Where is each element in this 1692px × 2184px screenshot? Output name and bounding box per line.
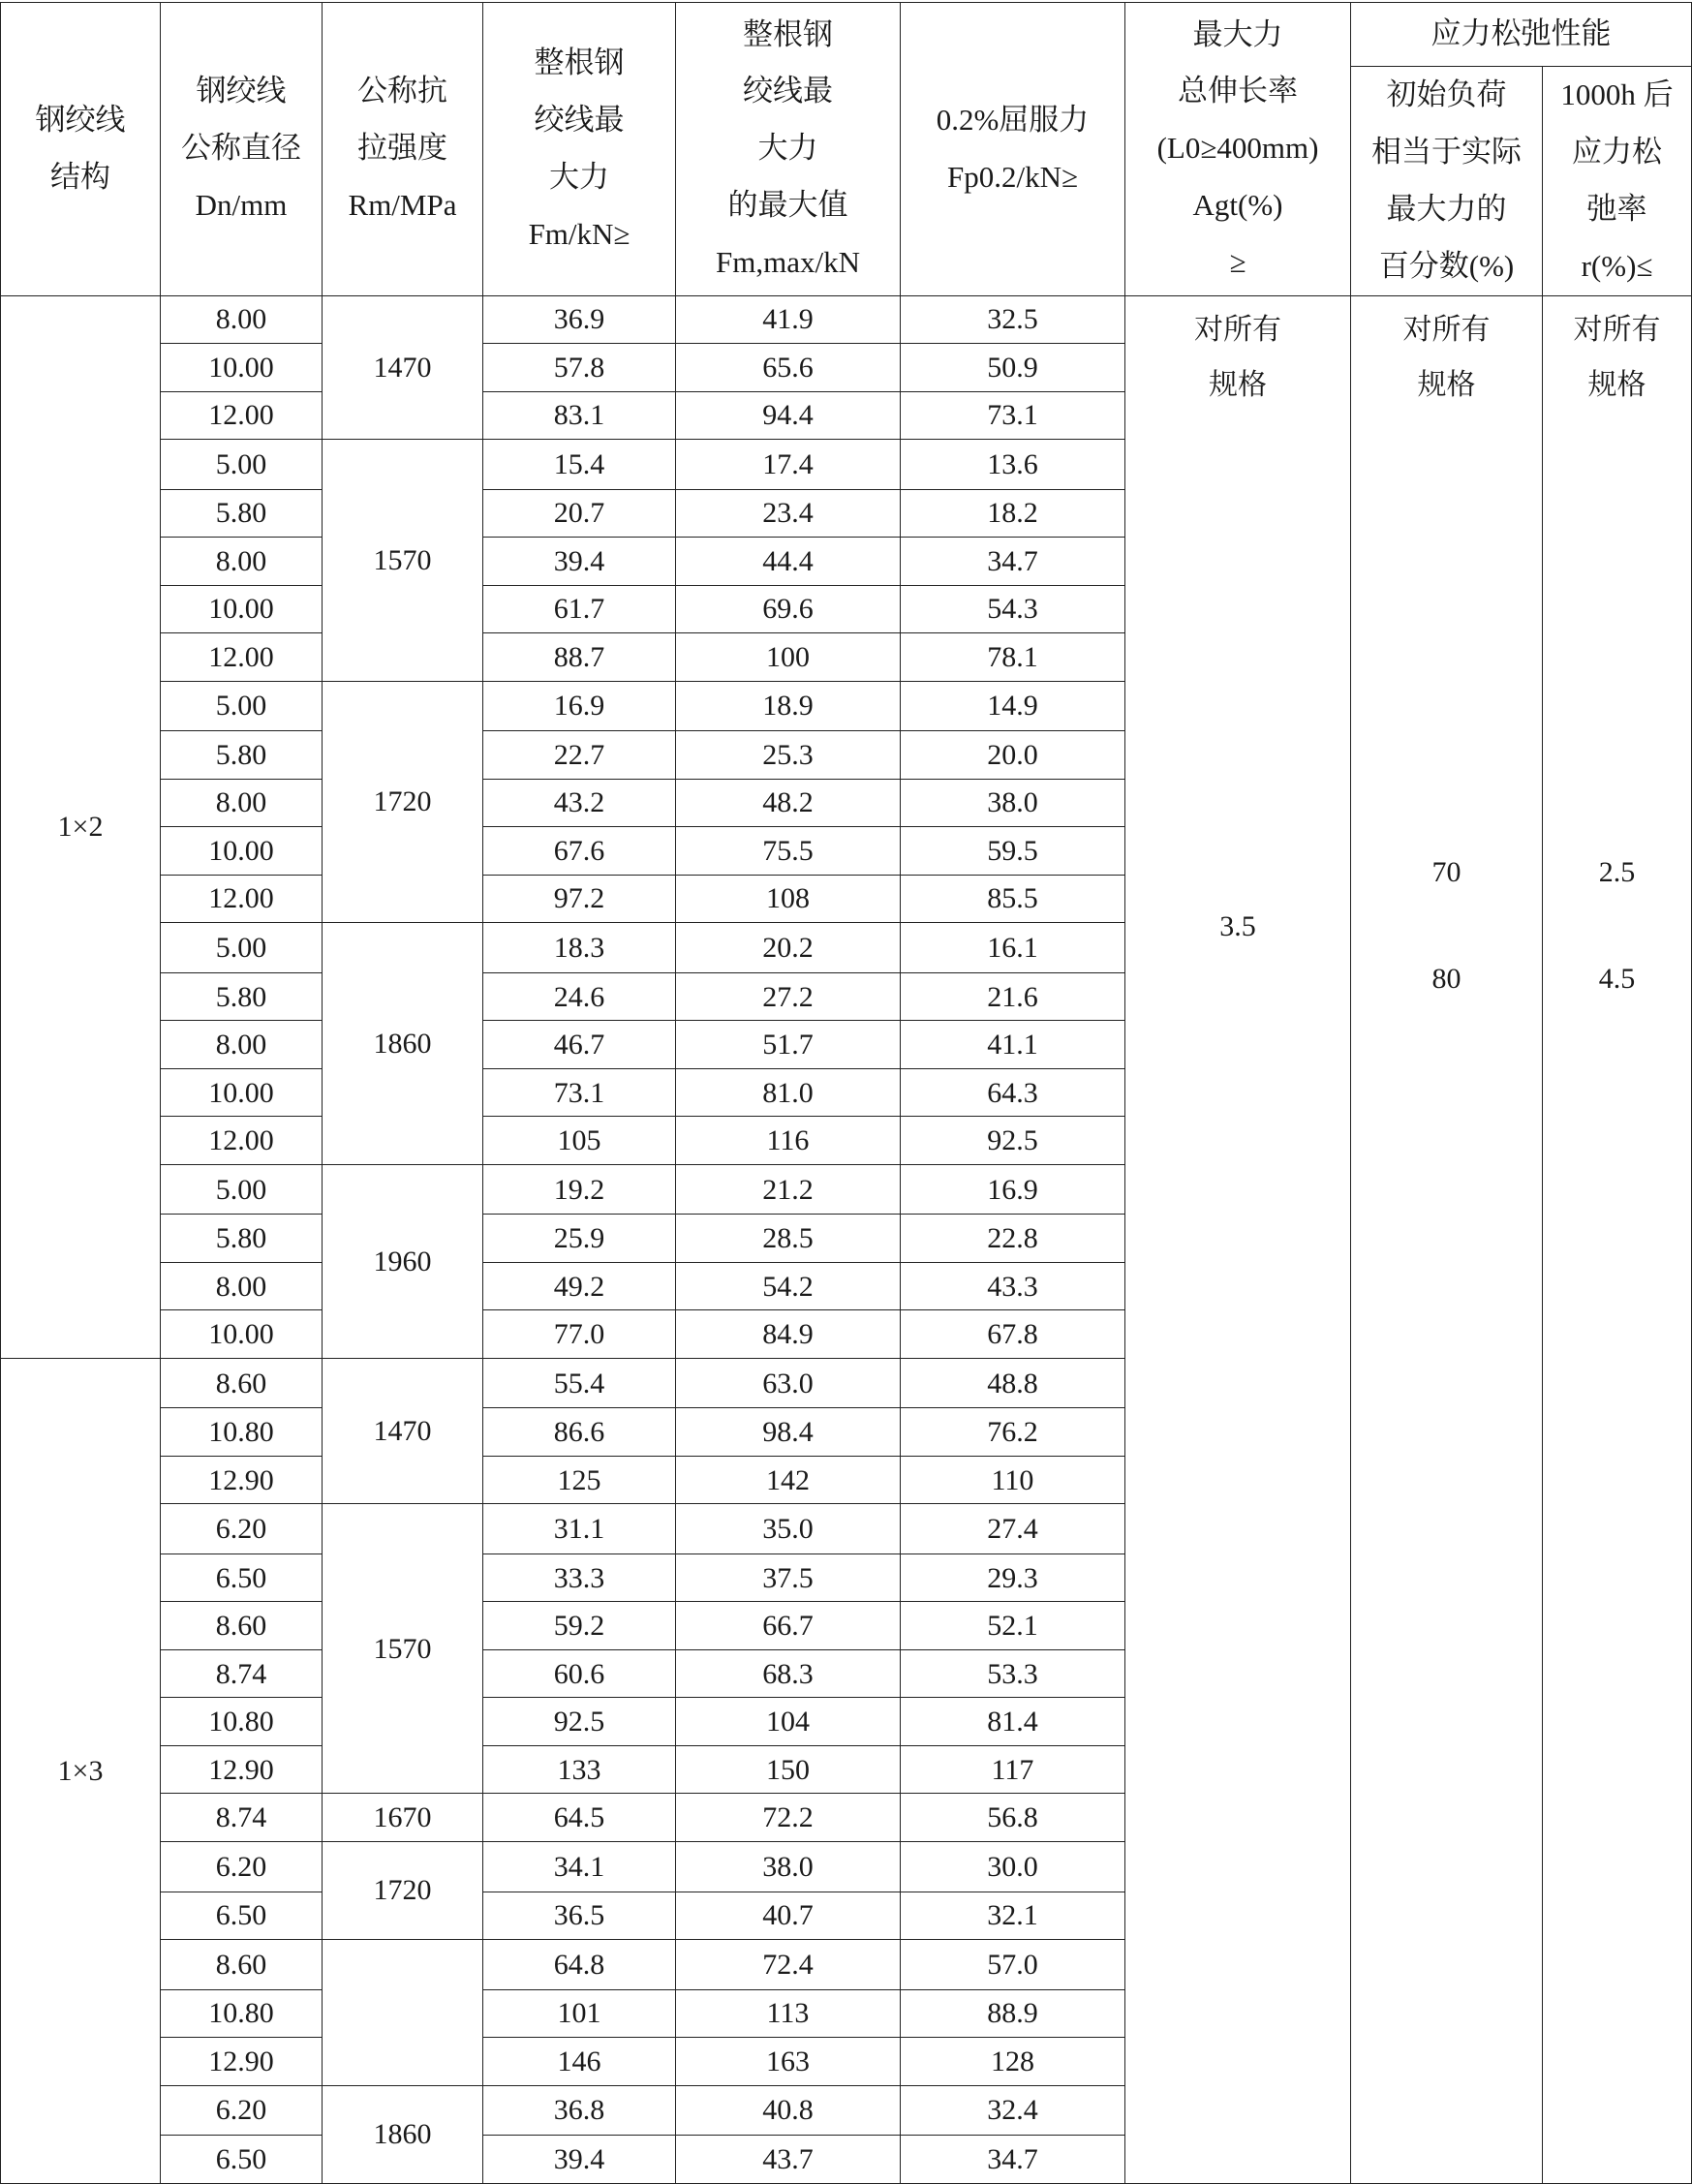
diameter-cell: 10.00 [161,585,323,633]
diameter-cell: 6.50 [161,2136,323,2184]
yield-force-cell: 78.1 [901,633,1125,682]
yield-force-cell: 56.8 [901,1794,1125,1842]
max-force-max-cell: 72.2 [676,1794,901,1842]
initial-load-note-line: 对所有 [1402,313,1491,346]
max-force-cell: 77.0 [483,1310,676,1359]
diameter-cell: 5.80 [161,731,323,780]
yield-force-cell: 128 [901,2038,1125,2086]
yield-force-cell: 16.1 [901,923,1125,973]
initial-load-note-cell [1351,295,1543,2183]
header-initial-load-line: 初始负荷 [1386,77,1507,111]
relaxation-rate-note-line: 对所有 [1573,313,1661,346]
strength-cell: 1720 [323,681,483,923]
max-force-cell: 43.2 [483,779,676,827]
header-relaxation-group: 应力松弛性能 [1351,3,1692,67]
diameter-cell: 8.60 [161,1602,323,1650]
yield-force-cell: 48.8 [901,1358,1125,1408]
max-force-cell: 19.2 [483,1164,676,1215]
yield-force-cell: 30.0 [901,1841,1125,1892]
max-force-max-cell: 44.4 [676,538,901,586]
table-row [1,295,1692,344]
max-force-max-cell: 108 [676,875,901,923]
max-force-cell: 39.4 [483,2136,676,2184]
max-force-max-cell: 27.2 [676,972,901,1021]
diameter-cell: 10.00 [161,827,323,876]
max-force-max-cell: 100 [676,633,901,682]
yield-force-cell: 22.8 [901,1215,1125,1263]
max-force-cell: 60.6 [483,1649,676,1698]
initial-load-value: 80 [1431,962,1461,995]
initial-load-value: 70 [1431,855,1461,888]
max-force-max-cell: 51.7 [676,1021,901,1069]
max-force-max-cell: 28.5 [676,1215,901,1263]
diameter-cell: 5.00 [161,681,323,731]
max-force-max-cell: 25.3 [676,731,901,780]
strength-cell: 1570 [323,1504,483,1794]
header-elongation-line: (L0≥400mm) [1156,131,1319,166]
diameter-cell: 8.00 [161,295,323,344]
header-max-force-max-unit: Fm,max/kN [716,245,860,280]
max-force-max-cell: 35.0 [676,1504,901,1554]
yield-force-cell: 85.5 [901,875,1125,923]
max-force-max-cell: 38.0 [676,1841,901,1892]
yield-force-cell: 43.3 [901,1262,1125,1310]
diameter-cell: 12.00 [161,391,323,440]
max-force-max-cell: 81.0 [676,1068,901,1117]
max-force-cell: 86.6 [483,1408,676,1457]
table-body [1,295,1692,2183]
header-relaxation-rate-line: 应力松 [1572,134,1662,169]
diameter-cell: 6.20 [161,1504,323,1554]
yield-force-cell: 20.0 [901,731,1125,780]
yield-force-cell: 54.3 [901,585,1125,633]
max-force-cell: 36.5 [483,1892,676,1940]
yield-force-cell: 73.1 [901,391,1125,440]
relaxation-rate-note-line: 规格 [1587,368,1646,401]
relaxation-rate-value: 4.5 [1598,962,1636,995]
diameter-cell: 5.00 [161,440,323,490]
diameter-cell: 8.00 [161,1262,323,1310]
header-strength-line: 公称抗 [357,74,447,108]
diameter-cell: 6.50 [161,1892,323,1940]
header-elongation-line: 总伸长率 [1178,74,1298,108]
max-force-max-cell: 69.6 [676,585,901,633]
max-force-max-cell: 48.2 [676,779,901,827]
max-force-max-cell: 17.4 [676,440,901,490]
max-force-cell: 146 [483,2038,676,2086]
header-max-force-max-line: 的最大值 [727,188,848,223]
diameter-cell: 8.74 [161,1649,323,1698]
yield-force-cell: 34.7 [901,2136,1125,2184]
diameter-cell: 12.00 [161,633,323,682]
header-structure-line: 结构 [50,159,110,194]
max-force-max-cell: 94.4 [676,391,901,440]
max-force-max-cell: 142 [676,1456,901,1504]
max-force-cell: 34.1 [483,1841,676,1892]
yield-force-cell: 16.9 [901,1164,1125,1215]
diameter-cell: 10.00 [161,344,323,392]
yield-force-cell: 32.1 [901,1892,1125,1940]
diameter-cell: 12.90 [161,2038,323,2086]
header-max-force-max-line: 大力 [757,131,818,166]
yield-force-cell: 29.3 [901,1553,1125,1602]
yield-force-cell: 81.4 [901,1698,1125,1746]
strength-cell: 1960 [323,1164,483,1358]
header-elongation-line: Agt(%) [1192,188,1283,223]
header-diameter [161,3,323,296]
yield-force-cell: 76.2 [901,1408,1125,1457]
max-force-cell: 67.6 [483,827,676,876]
initial-load-note [1351,302,1542,2183]
header-yield-force [901,3,1125,296]
max-force-cell: 39.4 [483,538,676,586]
max-force-cell: 73.1 [483,1068,676,1117]
strength-cell: 1860 [323,923,483,1165]
header-diameter-unit: Dn/mm [195,188,288,223]
yield-force-cell: 67.8 [901,1310,1125,1359]
initial-load-note-line: 规格 [1417,368,1476,401]
header-yield-force-unit: Fp0.2/kN≥ [946,159,1078,194]
max-force-cell: 133 [483,1745,676,1794]
header-relaxation-rate [1543,67,1692,296]
yield-force-cell: 117 [901,1745,1125,1794]
yield-force-cell: 57.0 [901,1940,1125,1990]
elongation-note-line: 规格 [1209,368,1267,401]
elongation-note [1125,302,1350,2183]
max-force-max-cell: 163 [676,2038,901,2086]
max-force-max-cell: 68.3 [676,1649,901,1698]
max-force-max-cell: 23.4 [676,489,901,538]
header-initial-load-line: 百分数(%) [1378,248,1515,283]
max-force-cell: 105 [483,1117,676,1165]
yield-force-cell: 13.6 [901,440,1125,490]
yield-force-cell: 59.5 [901,827,1125,876]
max-force-max-cell: 63.0 [676,1358,901,1408]
yield-force-cell: 34.7 [901,538,1125,586]
relaxation-rate-value: 2.5 [1598,855,1636,888]
max-force-max-cell: 75.5 [676,827,901,876]
max-force-max-cell: 66.7 [676,1602,901,1650]
max-force-cell: 57.8 [483,344,676,392]
diameter-cell: 6.20 [161,1841,323,1892]
yield-force-cell: 38.0 [901,779,1125,827]
diameter-cell: 5.80 [161,972,323,1021]
max-force-cell: 36.8 [483,2085,676,2136]
max-force-cell: 25.9 [483,1215,676,1263]
max-force-cell: 49.2 [483,1262,676,1310]
max-force-max-cell: 116 [676,1117,901,1165]
strength-cell [323,1940,483,2086]
max-force-cell: 22.7 [483,731,676,780]
diameter-cell: 12.90 [161,1745,323,1794]
header-yield-force-line: 0.2%屈服力 [936,102,1090,137]
diameter-cell: 6.20 [161,2085,323,2136]
max-force-max-cell: 37.5 [676,1553,901,1602]
header-diameter-line: 公称直径 [181,131,301,166]
max-force-cell: 15.4 [483,440,676,490]
diameter-cell: 12.00 [161,875,323,923]
max-force-cell: 64.5 [483,1794,676,1842]
header-elongation-line: 最大力 [1192,16,1283,51]
max-force-max-cell: 104 [676,1698,901,1746]
max-force-max-cell: 65.6 [676,344,901,392]
max-force-cell: 83.1 [483,391,676,440]
max-force-cell: 31.1 [483,1504,676,1554]
diameter-cell: 5.00 [161,1164,323,1215]
diameter-cell: 10.80 [161,1698,323,1746]
max-force-max-cell: 84.9 [676,1310,901,1359]
structure-cell: 1×3 [1,1358,161,2183]
elongation-value: 3.5 [1219,909,1256,942]
max-force-max-cell: 18.9 [676,681,901,731]
max-force-cell: 33.3 [483,1553,676,1602]
yield-force-cell: 50.9 [901,344,1125,392]
yield-force-cell: 52.1 [901,1602,1125,1650]
max-force-cell: 97.2 [483,875,676,923]
max-force-max-cell: 20.2 [676,923,901,973]
strength-cell: 1470 [323,1358,483,1504]
yield-force-cell: 32.4 [901,2085,1125,2136]
max-force-cell: 88.7 [483,633,676,682]
max-force-max-cell: 43.7 [676,2136,901,2184]
structure-cell: 1×2 [1,295,161,1358]
max-force-cell: 18.3 [483,923,676,973]
max-force-max-cell: 98.4 [676,1408,901,1457]
yield-force-cell: 27.4 [901,1504,1125,1554]
header-initial-load-line: 最大力的 [1386,191,1507,226]
header-max-force-max [676,3,901,296]
max-force-cell: 24.6 [483,972,676,1021]
header-max-force-line: 大力 [549,159,609,194]
max-force-cell: 16.9 [483,681,676,731]
diameter-cell: 8.74 [161,1794,323,1842]
diameter-cell: 8.00 [161,538,323,586]
header-structure [1,3,161,296]
diameter-cell: 10.80 [161,1989,323,2038]
strength-cell: 1570 [323,440,483,682]
header-elongation [1125,3,1351,296]
header-max-force-max-line: 整根钢 [743,16,833,51]
header-elongation-line: ≥ [1229,245,1246,280]
strength-cell: 1720 [323,1841,483,1939]
diameter-cell: 12.90 [161,1456,323,1504]
diameter-cell: 5.80 [161,489,323,538]
max-force-max-cell: 113 [676,1989,901,2038]
max-force-cell: 59.2 [483,1602,676,1650]
header-relaxation-rate-line: 1000h 后 [1560,77,1674,111]
yield-force-cell: 64.3 [901,1068,1125,1117]
strength-cell: 1670 [323,1794,483,1842]
max-force-cell: 64.8 [483,1940,676,1990]
max-force-max-cell: 54.2 [676,1262,901,1310]
header-initial-load [1351,67,1543,296]
max-force-cell: 36.9 [483,295,676,344]
header-max-force-line: 绞线最 [534,102,625,137]
yield-force-cell: 21.6 [901,972,1125,1021]
max-force-max-cell: 21.2 [676,1164,901,1215]
max-force-cell: 20.7 [483,489,676,538]
header-max-force-line: 整根钢 [534,46,625,79]
diameter-cell: 5.80 [161,1215,323,1263]
header-initial-load-line: 相当于实际 [1371,134,1522,169]
diameter-cell: 10.00 [161,1310,323,1359]
strength-cell: 1470 [323,295,483,440]
yield-force-cell: 88.9 [901,1989,1125,2038]
yield-force-cell: 53.3 [901,1649,1125,1698]
diameter-cell: 10.80 [161,1408,323,1457]
max-force-max-cell: 41.9 [676,295,901,344]
max-force-max-cell: 40.8 [676,2085,901,2136]
yield-force-cell: 41.1 [901,1021,1125,1069]
diameter-cell: 8.00 [161,1021,323,1069]
relaxation-rate-note-cell [1543,295,1692,2183]
header-relaxation-rate-line: r(%)≤ [1581,248,1653,283]
diameter-cell: 10.00 [161,1068,323,1117]
steel-strand-spec-table [0,2,1692,2184]
elongation-note-cell [1125,295,1351,2183]
yield-force-cell: 32.5 [901,295,1125,344]
header-strength [323,3,483,296]
diameter-cell: 5.00 [161,923,323,973]
header-structure-line: 钢绞线 [35,102,126,137]
header-relaxation-rate-line: 弛率 [1586,191,1647,226]
header-max-force-unit: Fm/kN≥ [528,216,631,251]
diameter-cell: 6.50 [161,1553,323,1602]
yield-force-cell: 14.9 [901,681,1125,731]
max-force-cell: 61.7 [483,585,676,633]
header-strength-line: 拉强度 [357,131,447,166]
diameter-cell: 12.00 [161,1117,323,1165]
elongation-note-line: 对所有 [1194,313,1281,346]
header-max-force-max-line: 绞线最 [743,74,833,108]
max-force-max-cell: 40.7 [676,1892,901,1940]
max-force-max-cell: 150 [676,1745,901,1794]
max-force-cell: 101 [483,1989,676,2038]
header-diameter-line: 钢绞线 [196,74,287,108]
header-strength-unit: Rm/MPa [348,188,457,223]
yield-force-cell: 18.2 [901,489,1125,538]
relaxation-rate-note [1543,302,1691,2183]
max-force-cell: 55.4 [483,1358,676,1408]
max-force-cell: 125 [483,1456,676,1504]
strength-cell: 1860 [323,2085,483,2183]
diameter-cell: 8.60 [161,1940,323,1990]
header-max-force [483,3,676,296]
max-force-max-cell: 72.4 [676,1940,901,1990]
yield-force-cell: 110 [901,1456,1125,1504]
diameter-cell: 8.00 [161,779,323,827]
max-force-cell: 46.7 [483,1021,676,1069]
max-force-cell: 92.5 [483,1698,676,1746]
yield-force-cell: 92.5 [901,1117,1125,1165]
diameter-cell: 8.60 [161,1358,323,1408]
